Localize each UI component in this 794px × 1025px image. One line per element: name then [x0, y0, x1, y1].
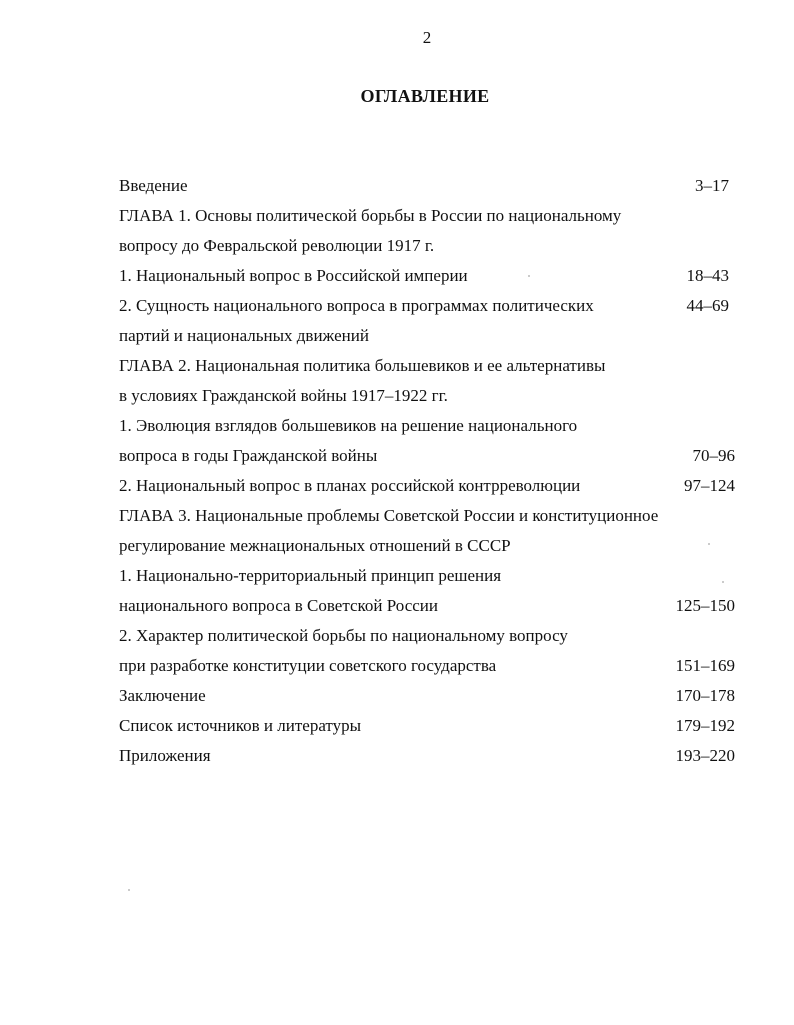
toc-chapter-2-line-2	[119, 381, 735, 411]
toc-entry-label: партий и национальных движений	[119, 326, 369, 345]
toc-entry-pages: 97–124	[684, 476, 735, 495]
scan-speck	[528, 275, 530, 277]
toc-entry-pages: 179–192	[675, 716, 735, 735]
toc-entry-label: 2. Сущность национального вопроса в программах политических	[119, 296, 594, 315]
toc-entry-label: при разработке конституции советского государства	[119, 656, 497, 675]
toc-entry-conclusion	[119, 681, 735, 711]
toc-chapter-3-line-2	[119, 531, 735, 561]
toc-entry-introduction	[119, 171, 735, 201]
toc-entry-pages: 151–169	[675, 656, 735, 675]
toc-entry-pages: 44–69	[686, 296, 729, 315]
toc-chapter-1-line-1	[119, 201, 735, 231]
toc-chapter-label: вопросу до Февральской революции 1917 г.	[119, 236, 435, 255]
toc-entry-label: 2. Характер политической борьбы по национальному вопросу	[119, 626, 568, 645]
toc-entry-3-1-line-2	[119, 591, 735, 621]
toc-entry-label: 1. Национальный вопрос в Российской империи	[119, 266, 468, 285]
toc-chapter-label: ГЛАВА 1. Основы политической борьбы в России по национальному	[119, 206, 622, 225]
toc-entry-2-2	[119, 471, 735, 501]
toc-entry-1-2-line-2	[119, 321, 735, 351]
toc-entry-label: 2. Национальный вопрос в планах российской контрреволюции	[119, 476, 581, 495]
toc-entry-3-1-line-1	[119, 561, 735, 591]
toc-entry-appendix	[119, 741, 735, 771]
toc-entry-label: 1. Национально-территориальный принцип решения	[119, 566, 502, 585]
toc-chapter-label: ГЛАВА 2. Национальная политика большевиков и ее альтернативы	[119, 356, 606, 375]
toc-entry-label: национального вопроса в Советской России	[119, 596, 438, 615]
toc-chapter-label: ГЛАВА 3. Национальные проблемы Советской России и конституционное	[119, 506, 659, 525]
toc-entry-pages: 193–220	[675, 746, 735, 765]
scan-speck	[708, 543, 710, 545]
page-number: 2	[422, 28, 432, 47]
toc-chapter-label: регулирование межнациональных отношений в СССР	[119, 536, 511, 555]
toc-entry-pages: 3–17	[695, 176, 729, 195]
toc-entry-label: вопроса в годы Гражданской войны	[119, 446, 378, 465]
toc-entry-label: Приложения	[119, 746, 211, 765]
page-title: ОГЛАВЛЕНИЕ	[360, 86, 490, 106]
scan-speck	[128, 889, 130, 891]
toc-entry-sources	[119, 711, 735, 741]
toc-entry-label: Список источников и литературы	[119, 716, 362, 735]
toc-entry-2-1-line-2	[119, 441, 735, 471]
toc-entry-3-2-line-1	[119, 621, 735, 651]
scan-speck	[722, 581, 724, 583]
toc-entry-3-2-line-2	[119, 651, 735, 681]
table-of-contents	[119, 171, 735, 771]
toc-entry-label: Введение	[119, 176, 188, 195]
toc-chapter-label: в условиях Гражданской войны 1917–1922 гг.	[119, 386, 448, 405]
toc-entry-label: 1. Эволюция взглядов большевиков на решение национального	[119, 416, 578, 435]
toc-chapter-1-line-2	[119, 231, 735, 261]
toc-entry-pages: 170–178	[675, 686, 735, 705]
toc-entry-pages: 70–96	[692, 446, 735, 465]
toc-entry-2-1-line-1	[119, 411, 735, 441]
toc-entry-pages: 18–43	[686, 266, 729, 285]
toc-entry-label: Заключение	[119, 686, 206, 705]
toc-entry-1-1	[119, 261, 735, 291]
toc-chapter-3-line-1	[119, 501, 735, 531]
toc-entry-1-2-line-1	[119, 291, 735, 321]
toc-chapter-2-line-1	[119, 351, 735, 381]
toc-entry-pages: 125–150	[675, 596, 735, 615]
